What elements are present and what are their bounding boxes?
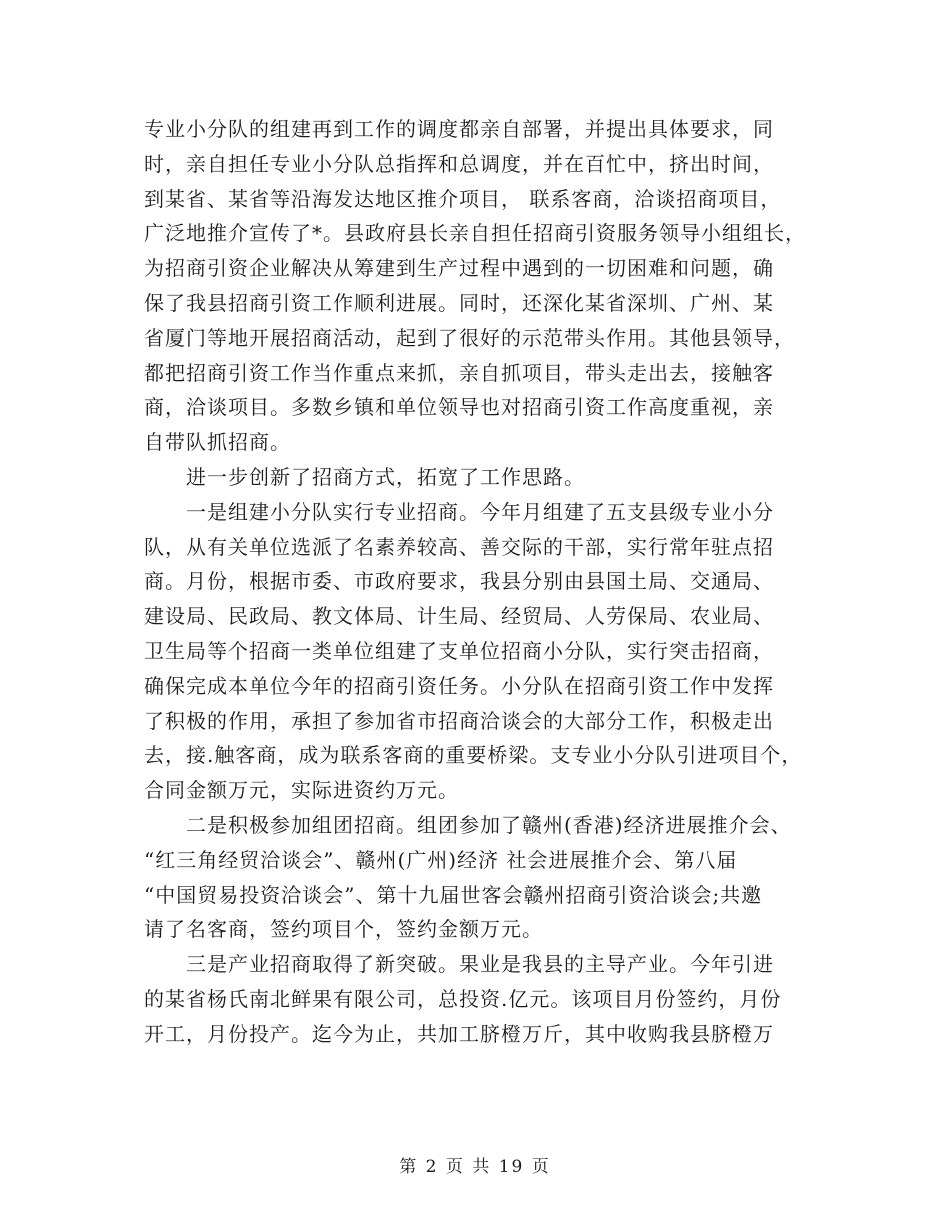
text-line: 为招商引资企业解决从筹建到生产过程中遇到的一切困难和问题，确: [144, 256, 774, 281]
text-line: 商，洽谈项目。多数乡镇和单位领导也对招商引资工作高度重视，亲: [144, 395, 774, 420]
text-line: 保了我县招商引资工作顺利进展。同时，还深化某省深圳、广州、某: [144, 290, 774, 315]
text-line: 进一步创新了招商方式，拓宽了工作思路。: [186, 464, 585, 489]
text-line: 的某省杨氏南北鲜果有限公司，总投资.亿元。该项目月份签约，月份: [144, 986, 782, 1011]
text-line: 二是积极参加组团招商。组团参加了赣州(香港)经济进展推介会、: [186, 812, 792, 837]
text-line: 自带队抓招商。: [144, 430, 291, 455]
page-number-footer: 第 2 页 共 19 页: [399, 1157, 551, 1177]
body-text: [144, 112, 824, 1052]
text-line: 合同金额万元，实际进资约万元。: [144, 778, 459, 803]
text-line: 了积极的作用，承担了参加省市招商洽谈会的大部分工作，积极走出: [144, 708, 774, 733]
text-line: 广泛地推介宣传了*。县政府县长亲自担任招商引资服务领导小组组长，: [144, 221, 806, 246]
text-line: 建设局、民政局、教文体局、计生局、经贸局、人劳保局、农业局、: [144, 604, 774, 629]
text-line: 去，接.触客商，成为联系客商的重要桥梁。支专业小分队引进项目个，: [144, 743, 803, 768]
text-line: 确保完成本单位今年的招商引资任务。小分队在招商引资工作中发挥: [144, 673, 774, 698]
text-line: 都把招商引资工作当作重点来抓，亲自抓项目，带头走出去，接触客: [144, 360, 774, 385]
text-line: 商。月份，根据市委、市政府要求，我县分别由县国土局、交通局、: [144, 569, 774, 594]
text-line: 开工，月份投产。迄今为止，共加工脐橙万斤，其中收购我县脐橙万: [144, 1021, 774, 1046]
text-line: 卫生局等个招商一类单位组建了支单位招商小分队，实行突击招商，: [144, 638, 774, 663]
text-line: “红三角经贸洽谈会”、赣州(广州)经济 社会进展推介会、第八届: [144, 847, 738, 872]
text-line: 到某省、某省等沿海发达地区推介项目， 联系客商，洽谈招商项目，: [144, 186, 782, 211]
text-line: 请了名客商，签约项目个，签约金额万元。: [144, 917, 543, 942]
text-line: 省厦门等地开展招商活动，起到了很好的示范带头作用。其他县领导，: [144, 325, 795, 350]
text-line: 一是组建小分队实行专业招商。今年月组建了五支县级专业小分: [186, 499, 774, 524]
text-line: 队，从有关单位选派了名素养较高、善交际的干部，实行常年驻点招: [144, 534, 774, 559]
text-line: “中国贸易投资洽谈会”、第十九届世客会赣州招商引资洽谈会;共邀: [144, 882, 763, 907]
text-line: 时，亲自担任专业小分队总指挥和总调度，并在百忙中，挤出时间，: [144, 151, 774, 176]
text-line: 三是产业招商取得了新突破。果业是我县的主导产业。今年引进: [186, 952, 774, 977]
text-line: 专业小分队的组建再到工作的调度都亲自部署，并提出具体要求，同: [144, 117, 774, 141]
